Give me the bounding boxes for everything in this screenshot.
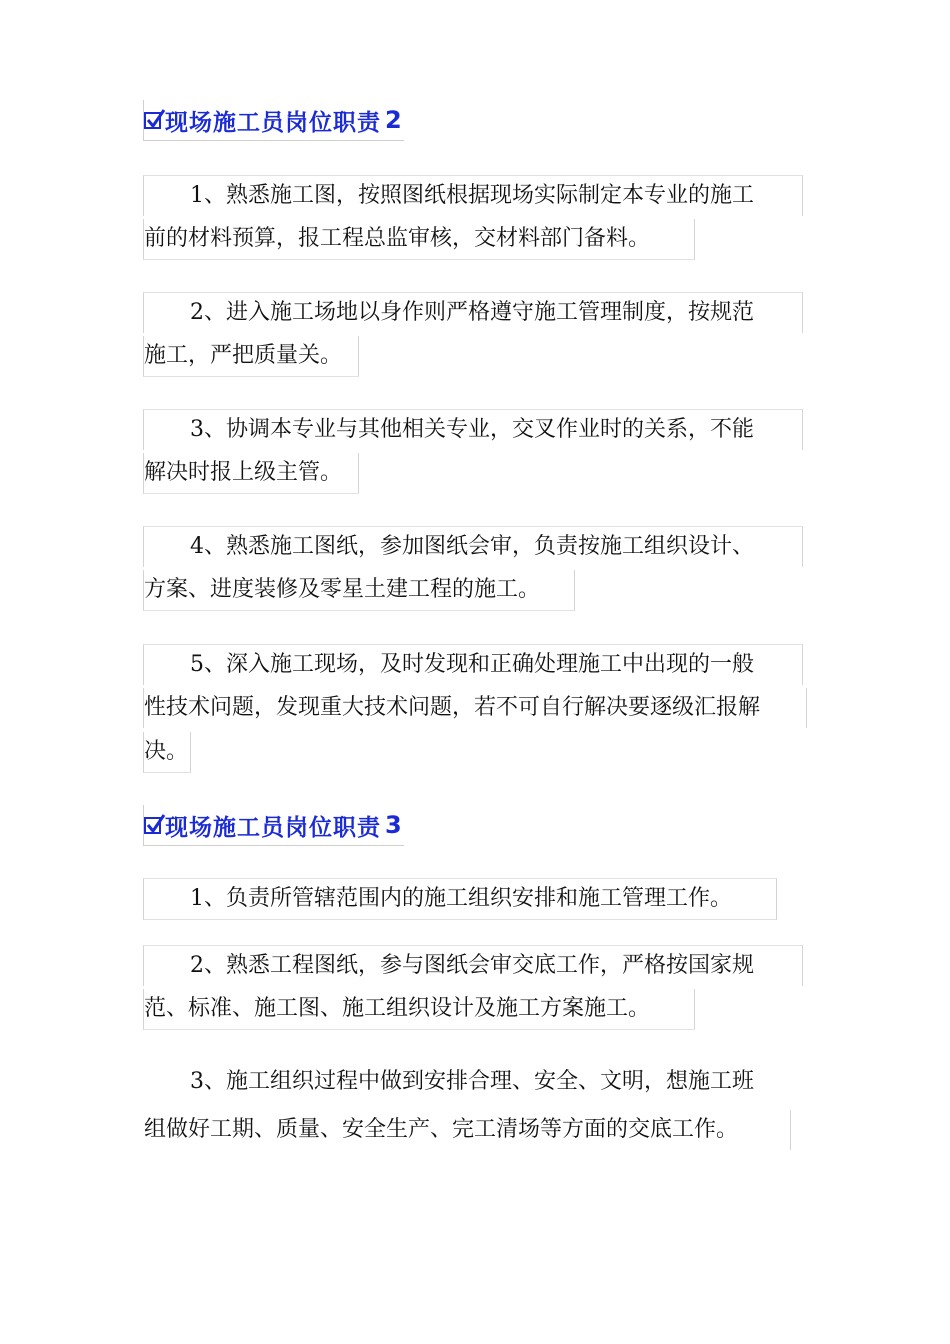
section-title: 现场施工员岗位职责 — [165, 813, 381, 841]
item-text-line: 前的材料预算，报工程总监审核，交材料部门备料。 — [144, 226, 651, 251]
section-heading — [143, 805, 404, 846]
item-text-line: 5、深入施工现场，及时发现和正确处理施工中出现的一般 — [190, 652, 754, 677]
section-heading — [143, 100, 404, 141]
checkbox-icon — [144, 817, 161, 834]
item-text-line: 组做好工期、质量、安全生产、完工清场等方面的交底工作。 — [144, 1117, 739, 1142]
item-text-line: 决。 — [144, 739, 189, 764]
item-text-line: 施工，严把质量关。 — [144, 343, 343, 368]
section-title: 现场施工员岗位职责 — [165, 108, 381, 136]
checkbox-icon — [144, 112, 161, 129]
section-number: 2 — [385, 106, 402, 134]
item-text-line: 2、熟悉工程图纸，参与图纸会审交底工作，严格按国家规 — [190, 953, 754, 978]
item-text-line: 1、熟悉施工图，按照图纸根据现场实际制定本专业的施工 — [190, 183, 754, 208]
item-text-line: 2、进入施工场地以身作则严格遵守施工管理制度，按规范 — [190, 300, 754, 325]
item-text-line: 3、协调本专业与其他相关专业，交叉作业时的关系，不能 — [190, 417, 754, 442]
item-text-line: 方案、进度装修及零星土建工程的施工。 — [144, 577, 541, 602]
item-text-line: 1、负责所管辖范围内的施工组织安排和施工管理工作。 — [190, 886, 732, 911]
item-text-line: 性技术问题，发现重大技术问题，若不可自行解决要逐级汇报解 — [144, 695, 761, 720]
item-text-line: 范、标准、施工图、施工组织设计及施工方案施工。 — [144, 996, 651, 1021]
item-text-line: 解决时报上级主管。 — [144, 460, 343, 485]
item-text-line: 3、施工组织过程中做到安排合理、安全、文明，想施工班 — [190, 1069, 754, 1094]
item-text-line: 4、熟悉施工图纸，参加图纸会审，负责按施工组织设计、 — [190, 534, 754, 559]
section-number: 3 — [385, 811, 402, 839]
